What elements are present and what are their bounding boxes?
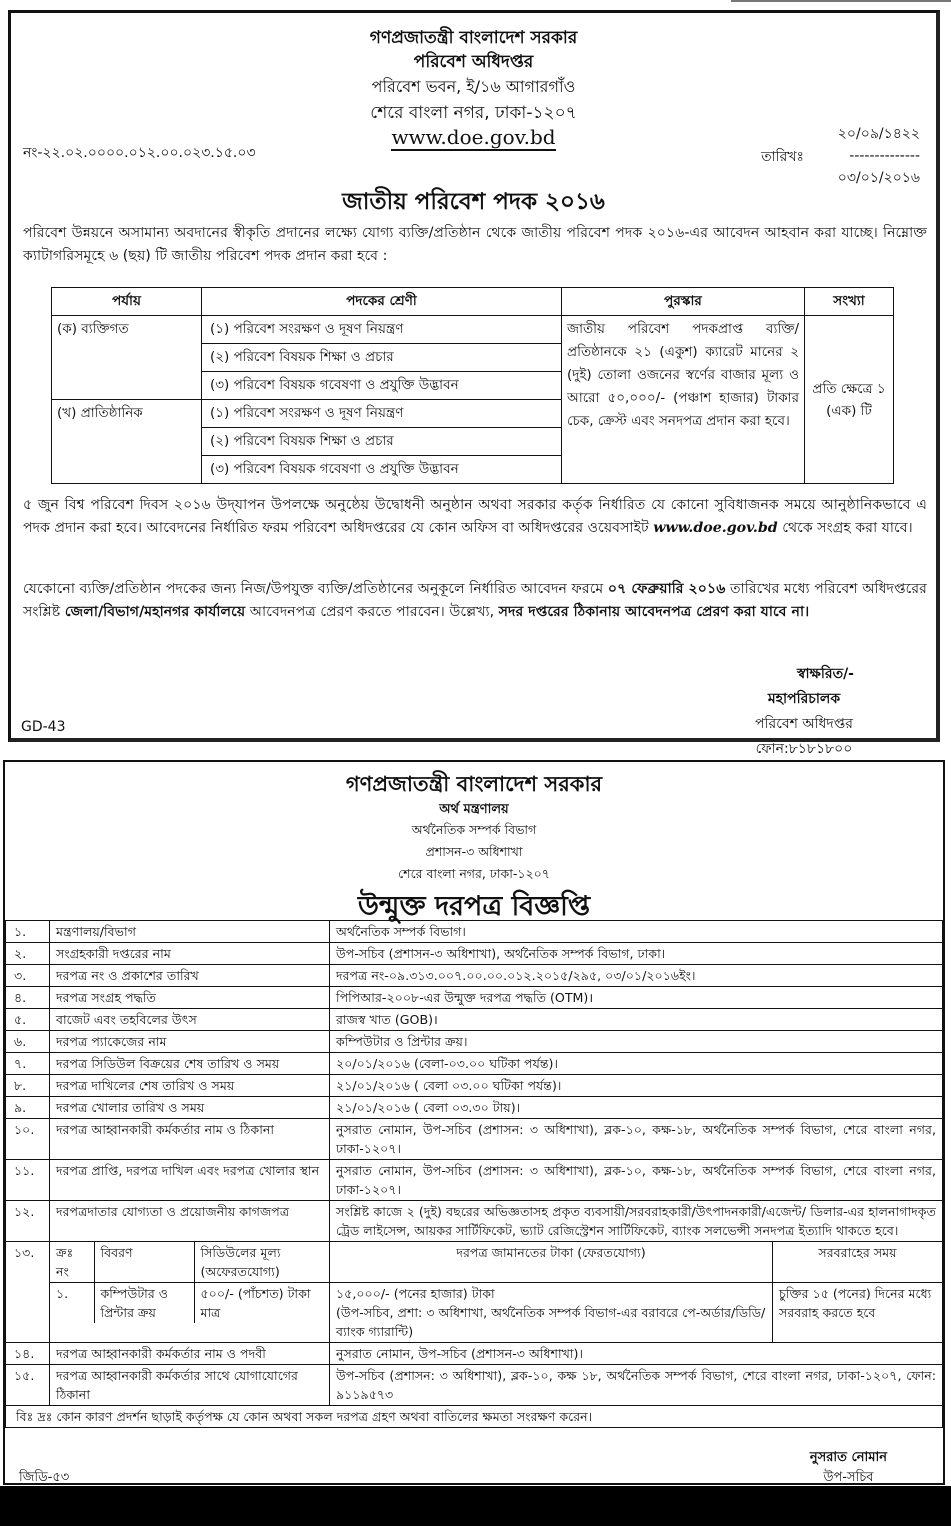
address-line-2: শেরে বাংলা নগর, ঢাকা-১২০৭	[370, 103, 577, 123]
table-row	[6, 1365, 943, 1406]
count-cell: প্রতি ক্ষেত্রে ১ (এক) টি	[805, 316, 894, 484]
submission-text-3: আবেদনপত্র প্রেরণ করতে পারবেন। উল্লেখ্য,	[249, 604, 495, 620]
row-label: দরপত্রদাতার যোগ্যতা ও প্রয়োজনীয় কাগজপত্র	[50, 1201, 330, 1242]
division-name: অর্থনৈতিক সম্পর্ক বিভাগ	[411, 822, 537, 837]
tender-table	[5, 920, 943, 1428]
table-row	[6, 943, 943, 965]
row-number: ৫.	[6, 1009, 50, 1031]
table-row	[6, 1406, 943, 1428]
signed-label: স্বাক্ষরিত/-	[796, 666, 854, 682]
address-line-1: পরিবেশ ভবন, ই/১৬ আগারগাঁও	[371, 77, 576, 96]
signature-block	[724, 662, 884, 762]
ceremony-text-end: থেকে সংগ্রহ করা যাবে।	[782, 520, 913, 536]
row-label: দরপত্র দাখিলের শেষ তারিখ ও সময়	[50, 1075, 330, 1097]
table-row	[6, 921, 943, 943]
item-security	[330, 1283, 773, 1343]
item-schedule-price: ৫০০/- (পাঁচশত) টাকা মাত্র	[200, 1286, 311, 1320]
row-label: দরপত্র নং ও প্রকাশের তারিখ	[50, 965, 330, 987]
row-number: ৭.	[6, 1053, 50, 1075]
gd-code: জিডি-৫৩	[19, 1470, 70, 1485]
header-serial: ক্রঃ নং	[50, 1242, 94, 1282]
row-number: ৮.	[6, 1075, 50, 1097]
row-label: দরপত্র সিডিউল বিক্রয়ের শেষ তারিখ ও সময়	[50, 1053, 330, 1075]
table-row	[6, 987, 943, 1009]
bottom-bar	[0, 1486, 951, 1526]
category-cell: (১) পরিবেশ সংরক্ষণ ও দূষণ নিয়ন্ত্রণ	[202, 316, 562, 344]
row13-left-body-grid	[50, 1283, 329, 1323]
hq-warning: সদর দপ্তরের ঠিকানায় আবেদনপত্র প্রেরণ করা যাবে না।	[498, 604, 810, 620]
header-delivery-time: সরবরাহের সময়	[773, 1242, 943, 1283]
table-row	[6, 1031, 943, 1053]
row-label: দরপত্র আহ্বানকারী কর্মকর্তার নাম ও পদবী	[50, 1343, 330, 1365]
row-value: ২১/০১/২০১৬ ( বেলা ০৩.০০ ঘটিকা পর্যন্ত)।	[330, 1075, 943, 1097]
table-row	[6, 965, 943, 987]
submission-text-2: তারিখের মধ্যে পরিবেশ অধিদপ্তরের সংশ্লিষ্ট	[23, 581, 927, 620]
row-label: দরপত্র প্রাপ্তি, দরপত্র দাখিল এবং দরপত্র খোলার স্থান	[50, 1160, 330, 1201]
row-number: ১০.	[6, 1119, 50, 1160]
signatory-title: মহাপরিচালক	[767, 691, 841, 707]
table-row	[6, 1160, 943, 1201]
table-row	[6, 1343, 943, 1365]
header-reward: পুরস্কার	[562, 288, 805, 316]
notice-title: জাতীয় পরিবেশ পদক ২০১৬	[342, 189, 605, 215]
office-name: জেলা/বিভাগ/মহানগর কার্যালয়ে	[64, 604, 246, 620]
address-line: শেরে বাংলা নগর, ঢাকা-১২০৭	[398, 866, 550, 881]
date-label: তারিখঃ	[761, 149, 804, 165]
row-label: বাজেট এবং তহবিলের উৎস	[50, 1009, 330, 1031]
govt-name: গণপ্রজাতন্ত্রী বাংলাদেশ সরকার	[345, 772, 603, 796]
website-inline[interactable]: www.doe.gov.bd	[653, 520, 778, 536]
item-delivery-time: চুক্তির ১৫ (পনের) দিনের মধ্যে সরবরাহ করতে হবে	[773, 1283, 943, 1343]
row-number: ৬.	[6, 1031, 50, 1053]
deadline-date: ০৭ ফেব্রুয়ারি ২০১৬	[607, 581, 726, 597]
header-description: বিবরণ	[94, 1242, 194, 1282]
header-security: দরপত্র জামানতের টাকা (ফেরতযোগ্য)	[330, 1242, 773, 1283]
row-value: সংশ্লিষ্ট কাজে ২ (দুই) বছরের অভিজ্ঞতাসহ প্রকৃত ব্যবসায়ী/সরবরাহকারী/উৎপাদনকারী/এজেন্ট/ ডিলার-এর হালনাগাদকৃত ট্রেড লাইসেন্স, আয়কর সার্টিফিকেট, ভ্যাট রেজিস্ট্রেশন সার্টিফিকেট, ব্যাংক সলভেন্সী সনদপত্র ইত্যাদি থাকতে হবে।	[330, 1201, 943, 1242]
header-category: পদকের শ্রেণী	[202, 288, 562, 316]
row13-left-grid	[50, 1242, 329, 1282]
row-value: নুসরাত নোমান, উপ-সচিব (প্রশাসন-৩ অধিশাখা)।	[330, 1343, 943, 1365]
footnote: বিঃ দ্রঃ কোন কারণ প্রদর্শন ছাড়াই কর্তৃপক্ষ যে কোন অথবা সকল দরপত্র গ্রহণ অথবা বাতিলের ক্ষমতা সংরক্ষণ করেন।	[6, 1406, 943, 1428]
date-divider: --------------	[849, 148, 920, 164]
item-serial: ১.	[50, 1283, 94, 1323]
row-label: দরপত্র সংগ্রহ পদ্ধতি	[50, 987, 330, 1009]
row-value: উপ-সচিব (প্রশাসন-৩ অধিশাখা), অর্থনৈতিক সম্পর্ক বিভাগ, ঢাকা।	[330, 943, 943, 965]
award-table	[51, 287, 894, 484]
date-block	[804, 123, 920, 189]
row-number: ২.	[6, 943, 50, 965]
table-row	[6, 1053, 943, 1075]
tender-notice	[3, 760, 945, 1485]
row-value: উপ-সচিব (প্রশাসন: ৩ অধিশাখা), ব্লক-১০, কক্ষ ১৮, অর্থনৈতিক সম্পর্ক বিভাগ, শেরে বাংলা নগর, ঢাকা-১২০৭, ফোন: ৯১১৯৫৭৩	[330, 1365, 943, 1406]
row-value: পিপিআর-২০০৮-এর উন্মুক্ত দরপত্র পদ্ধতি (OTM)।	[330, 987, 943, 1009]
top-edge	[0, 0, 951, 8]
row-label: দরপত্র আহ্বানকারী কর্মকর্তার নাম ও ঠিকানা	[50, 1119, 330, 1160]
row-label: দরপত্র আহ্বানকারী কর্মকর্তার সাথে যোগাযোগের ঠিকানা	[50, 1365, 330, 1406]
signature-block	[810, 1448, 887, 1488]
row-number: ১৩.	[6, 1242, 50, 1343]
row-number: ১১.	[6, 1160, 50, 1201]
row13-left-body	[50, 1283, 330, 1343]
security-amount: ১৫,০০০/- (পনের হাজার) টাকা	[336, 1286, 495, 1301]
date-english: ০৩/০১/২০১৬	[837, 170, 920, 186]
table-row	[6, 1283, 943, 1343]
row-number: ১২.	[6, 1201, 50, 1242]
reference-number: নং-২২.০২.০০০০.০১২.০০.০২৩.১৫.০৩	[23, 145, 256, 161]
row-value: রাজস্ব খাত (GOB)।	[330, 1009, 943, 1031]
stage-institutional: (খ) প্রাতিষ্ঠানিক	[52, 400, 202, 484]
row13-body-row	[50, 1283, 329, 1323]
row-label: মন্ত্রণালয়/বিভাগ	[50, 921, 330, 943]
ceremony-paragraph	[23, 494, 927, 540]
ministry-name: অর্থ মন্ত্রণালয়	[439, 802, 509, 817]
row-value: কম্পিউটার ও প্রিন্টার ক্রয়।	[330, 1031, 943, 1053]
reward-cell: জাতীয় পরিবেশ পদকপ্রাপ্ত ব্যক্তি/প্রতিষ্ঠানকে ২১ (একুশ) ক্যারেট মানের ২ (দুই) তোলা ওজনের স্বর্ণের বাজার মূল্য ও আরো ৫০,০০০/- (পঞ্চাশ হাজার) টাকার চেক, ক্রেস্ট এবং সনদপত্র প্রদান করা হবে।	[562, 316, 805, 484]
submission-paragraph	[23, 578, 927, 624]
row-number: ১.	[6, 921, 50, 943]
category-cell: (২) পরিবেশ বিষয়ক শিক্ষা ও প্রচার	[202, 344, 562, 372]
row-value: নুসরাত নোমান, উপ-সচিব (প্রশাসন: ৩ অধিশাখা), ব্লক-১০, কক্ষ-১৮, অর্থনৈতিক সম্পর্ক বিভাগ, শেরে বাংলা নগর, ঢাকা-১২০৭।	[330, 1119, 943, 1160]
row-label: দরপত্র প্যাকেজের নাম	[50, 1031, 330, 1053]
category-cell: (৩) পরিবেশ বিষয়ক গবেষণা ও প্রযুক্তি উদ্ভাবন	[202, 456, 562, 484]
intro-paragraph: পরিবেশ উন্নয়নে অসামান্য অবদানের স্বীকৃতি প্রদানের লক্ষ্যে যোগ্য ব্যক্তি/প্রতিষ্ঠান থেকে জাতীয় পরিবেশ পদক ২০১৬-এর আবেদন আহবান করা যাচ্ছে। নিম্নোক্ত ক্যাটাগরিসমূহে ৬ (ছয়) টি জাতীয় পরিবেশ পদক প্রদান করা হবে :	[23, 225, 927, 264]
row-value: নুসরাত নোমান, উপ-সচিব (প্রশাসন: ৩ অধিশাখা), ব্লক-১০, কক্ষ-১৮, অর্থনৈতিক সম্পর্ক বিভাগ, শেরে বাংলা নগর, ঢাকা-১২০৭।	[330, 1160, 943, 1201]
govt-name: গণপ্রজাতন্ত্রী বাংলাদেশ সরকার	[369, 28, 578, 48]
row13-header-row	[50, 1242, 329, 1282]
award-table-header	[52, 288, 894, 316]
department-name: পরিবেশ অধিদপ্তর	[413, 52, 534, 72]
notice-title: উন্মুক্ত দরপত্র বিজ্ঞপ্তি	[357, 891, 591, 922]
row13-left-header	[50, 1242, 330, 1283]
category-cell: (৩) পরিবেশ বিষয়ক গবেষণা ও প্রযুক্তি উদ্ভাবন	[202, 372, 562, 400]
table-row	[52, 316, 894, 344]
row-value: অর্থনৈতিক সম্পর্ক বিভাগ।	[330, 921, 943, 943]
signatory-office: পরিবেশ অধিদপ্তর	[755, 716, 853, 732]
row-number: ১৪.	[6, 1343, 50, 1365]
website-link[interactable]: www.doe.gov.bd	[391, 125, 556, 149]
row-value: ২১/০১/২০১৬ ( বেলা ০৩.৩০ টায়)।	[330, 1097, 943, 1119]
row-number: ৩.	[6, 965, 50, 987]
header-stage: পর্যায়	[52, 288, 202, 316]
table-row	[6, 1119, 943, 1160]
table-row	[6, 1097, 943, 1119]
submission-text: যেকোনো ব্যক্তি/প্রতিষ্ঠান পদকের জন্য নিজ/উপযুক্ত ব্যক্তি/প্রতিষ্ঠানের অনুকূলে নির্ধারিত আবেদন ফরমে	[23, 581, 604, 597]
signatory-phone: ফোন:৮১৮১৮০০	[755, 741, 853, 757]
category-cell: (১) পরিবেশ সংরক্ষণ ও দূষণ নিয়ন্ত্রণ	[202, 400, 562, 428]
signatory-name: নুসরাত নোমান	[809, 1450, 887, 1465]
header-count: সংখ্যা	[805, 288, 894, 316]
branch-name: প্রশাসন-৩ অধিশাখা	[425, 844, 523, 859]
gd-code: GD-43	[21, 719, 66, 735]
environment-award-notice	[8, 10, 940, 757]
ceremony-text: ৫ জুন বিশ্ব পরিবেশ দিবস ২০১৬ উদ্‌যাপন উপলক্ষে অনুষ্ঠেয় উদ্বোধনী অনুষ্ঠান অথবা সরকার কর্তৃক নির্ধারিত যে কোনো সুবিধাজনক সময়ে আনুষ্ঠানিকভাবে এ পদক প্রদান করা হবে। আবেদনের নির্ধারিত ফরম পরিবেশ অধিদপ্তরের যে কোন অফিস বা অধিদপ্তরের ওয়েবসাইট	[23, 497, 927, 536]
row-label: দরপত্র খোলার তারিখ ও সময়	[50, 1097, 330, 1119]
signatory-title: উপ-সচিব	[823, 1470, 874, 1485]
row-number: ৯.	[6, 1097, 50, 1119]
date-bangla: ২০/০৯/১৪২২	[837, 126, 920, 142]
security-detail: (উপ-সচিব, প্রশা: ৩ অধিশাখা, অর্থনৈতিক সম্পর্ক বিভাগ-এর বরাবরে পে-অর্ডার/ডিডি/ব্যাংক গ্যারান্টি)	[336, 1305, 766, 1339]
stage-individual: (ক) ব্যক্তিগত	[52, 316, 202, 400]
row-value: ২০/০১/২০১৬ (বেলা-০৩.০০ ঘটিকা পর্যন্ত)।	[330, 1053, 943, 1075]
row-number: ৪.	[6, 987, 50, 1009]
row-label: সংগ্রহকারী দপ্তরের নাম	[50, 943, 330, 965]
table-row	[6, 1201, 943, 1242]
table-row	[6, 1242, 943, 1283]
row-value: দরপত্র নং-০৯.৩১৩.০০৭.০০.০০.০১২.২০১৫/২৯৫, ০৩/০১/২০১৬ইং।	[330, 965, 943, 987]
header-schedule-price: সিডিউলের মূল্য (অফেরতযোগ্য)	[200, 1245, 281, 1279]
row-number: ১৫.	[6, 1365, 50, 1406]
item-description: কম্পিউটার ও প্রিন্টার ক্রয়	[94, 1283, 194, 1323]
category-cell: (২) পরিবেশ বিষয়ক শিক্ষা ও প্রচার	[202, 428, 562, 456]
table-row	[6, 1009, 943, 1031]
table-row	[6, 1075, 943, 1097]
